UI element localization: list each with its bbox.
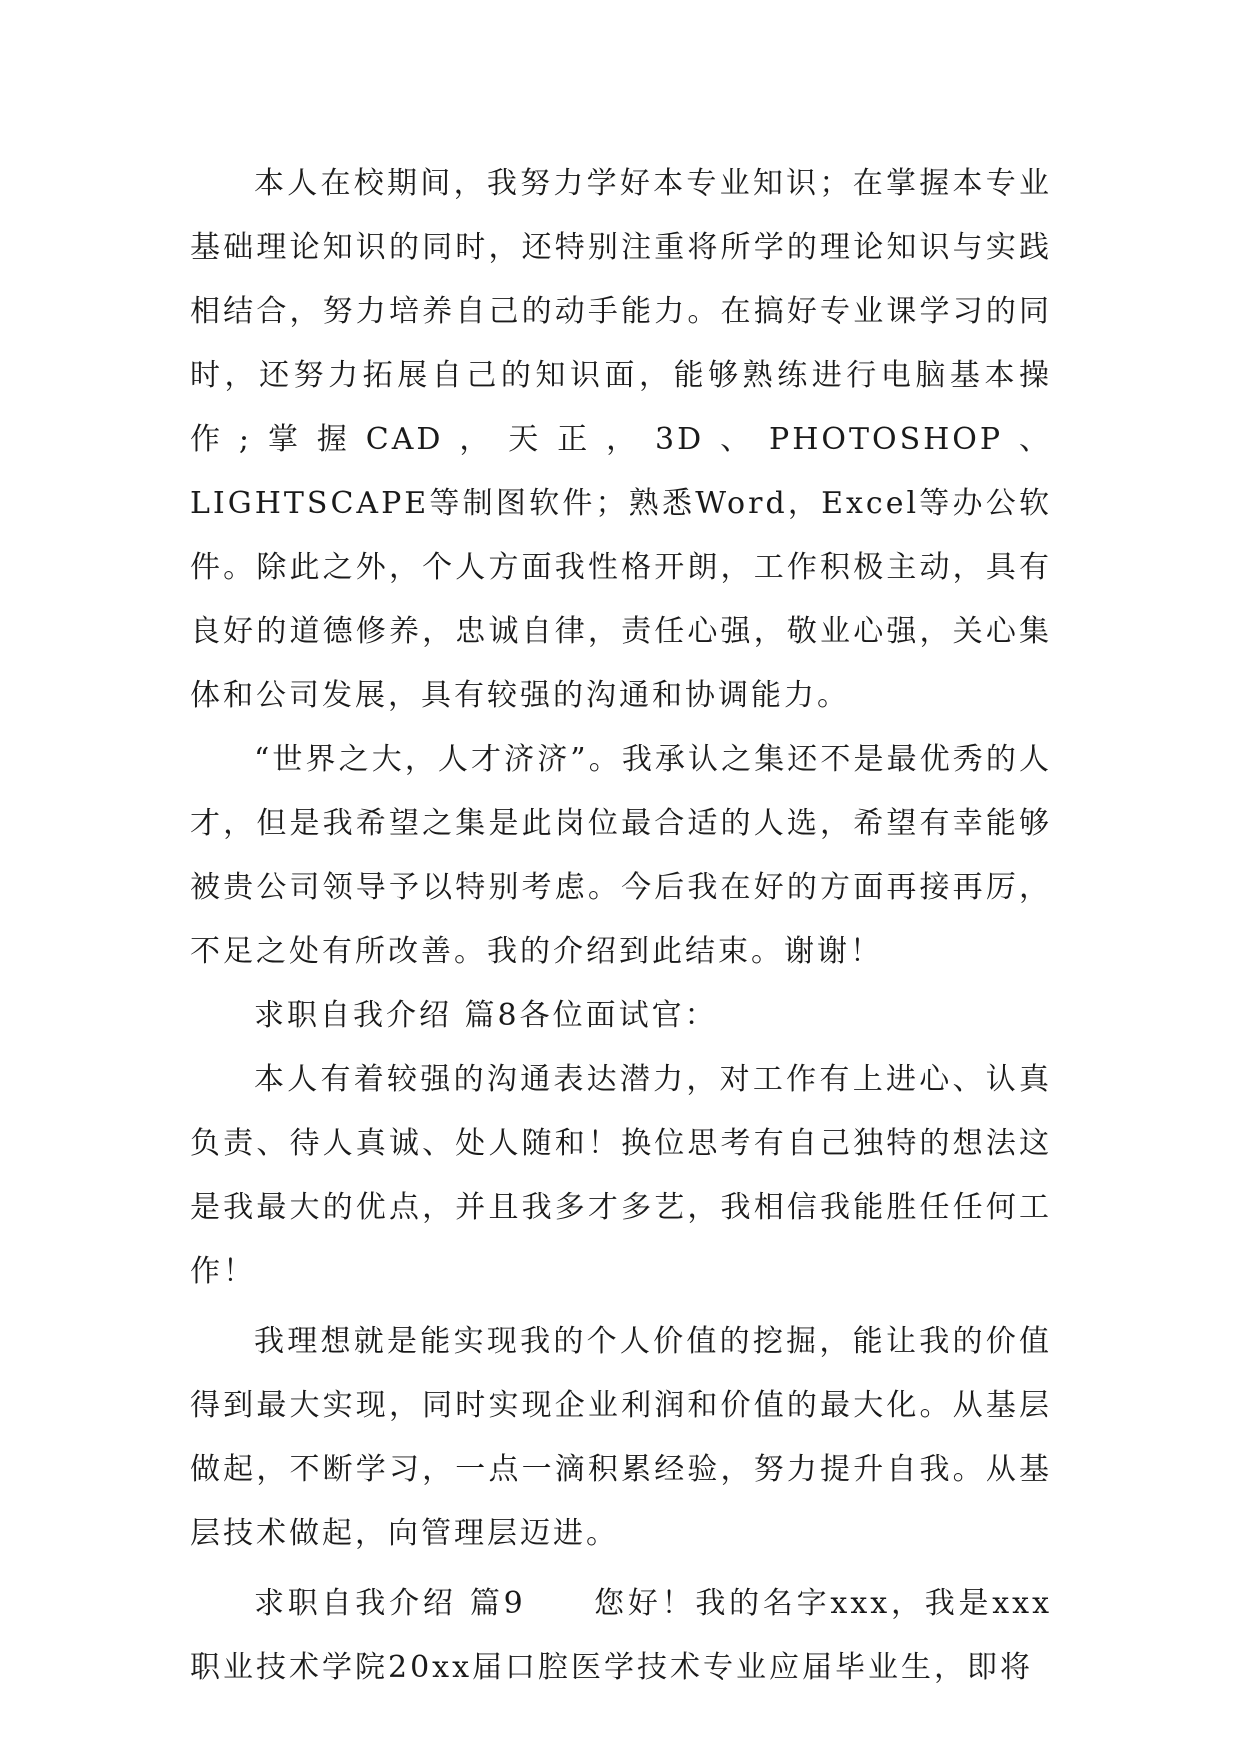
paragraph-heading-9: 求职自我介绍 篇9 您好！我的名字xxx，我是xxx职业技术学院20xx届口腔医学技术专业应届毕业生，即将 bbox=[190, 1586, 1052, 1685]
paragraph-talent: “世界之大，人才济济”。我承认之集还不是最优秀的人才，但是我希望之集是此岗位最合适的人选，希望有幸能够被贵公司领导予以特别考虑。今后我在好的方面再接再厉，不足之处有所改善。我的介绍到此结束。谢谢！ bbox=[190, 742, 1052, 969]
paragraph-communication: 本人有着较强的沟通表达潜力，对工作有上进心、认真负责、待人真诚、处人随和！换位思考有自己独特的想法这是我最大的优点，并且我多才多艺，我相信我能胜任任何工作！ bbox=[190, 1062, 1052, 1289]
document-body bbox=[190, 152, 1052, 1700]
paragraph-skills: 本人在校期间，我努力学好本专业知识；在掌握本专业基础理论知识的同时，还特别注重将所学的理论知识与实践相结合，努力培养自己的动手能力。在搞好专业课学习的同时，还努力拓展自己的知识面，能够熟练进行电脑基本操作;掌握CAD，天正，3D、PHOTOSHOP、LIGHTSCAPE等制图软件；熟悉Word，Excel等办公软件。除此之外，个人方面我性格开朗，工作积极主动，具有良好的道德修养，忠诚自律，责任心强，敬业心强，关心集体和公司发展，具有较强的沟通和协调能力。 bbox=[190, 166, 1052, 713]
paragraph-ideal: 我理想就是能实现我的个人价值的挖掘，能让我的价值得到最大实现，同时实现企业利润和价值的最大化。从基层做起，不断学习，一点一滴积累经验，努力提升自我。从基层技术做起，向管理层迈进。 bbox=[190, 1324, 1052, 1551]
paragraph-heading-8: 求职自我介绍 篇8各位面试官： bbox=[254, 998, 718, 1033]
